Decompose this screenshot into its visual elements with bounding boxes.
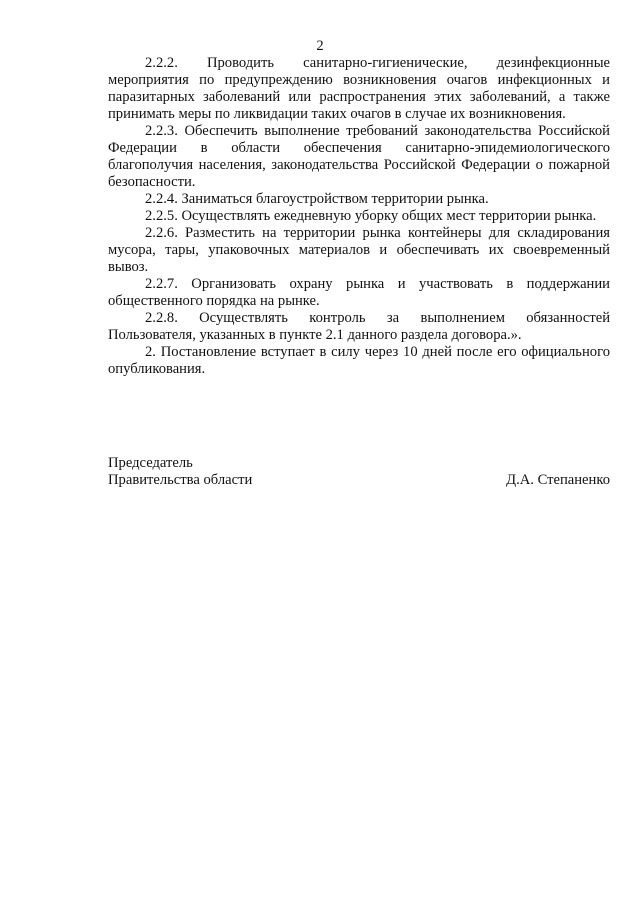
paragraph-2-2-2: 2.2.2. Проводить санитарно-гигиенические, дезинфекционные мероприятия по предупреждению возникновения очагов инфекционных и паразитарных заболеваний или распространения этих заболеваний, а также принимать меры по ликвидации таких очагов в случае их возникновения.: [108, 55, 610, 122]
paragraph-2-2-3: 2.2.3. Обеспечить выполнение требований законодательства Российской Федерации в области обеспечения санитарно-эпидемиологического благополучия населения, законодательства Российской Федерации о пожарной безопасности.: [108, 123, 610, 190]
signature-block: [108, 455, 610, 489]
paragraph-2: 2. Постановление вступает в силу через 10 дней после его официального опубликования.: [108, 344, 610, 377]
signature-title-line1: Председатель: [108, 455, 193, 471]
signature-title-line2-row: [108, 472, 610, 489]
paragraph-2-2-7: 2.2.7. Организовать охрану рынка и участвовать в поддержании общественного порядка на рынке.: [108, 276, 610, 309]
paragraph-2-2-4: 2.2.4. Заниматься благоустройством территории рынка.: [145, 191, 489, 207]
paragraph-2-2-8: 2.2.8. Осуществлять контроль за выполнением обязанностей Пользователя, указанных в пункте 2.1 данного раздела договора.».: [108, 310, 610, 343]
signatory-name: Д.А. Степаненко: [506, 472, 610, 488]
signature-title-line2: Правительства области: [108, 472, 253, 488]
page-number: 2: [316, 38, 324, 54]
document-body: [108, 55, 610, 378]
paragraph-2-2-6: 2.2.6. Разместить на территории рынка контейнеры для складирования мусора, тары, упаковочных материалов и обеспечивать их своевременный вывоз.: [108, 225, 610, 275]
paragraph-2-2-5: 2.2.5. Осуществлять ежедневную уборку общих мест территории рынка.: [145, 208, 597, 224]
